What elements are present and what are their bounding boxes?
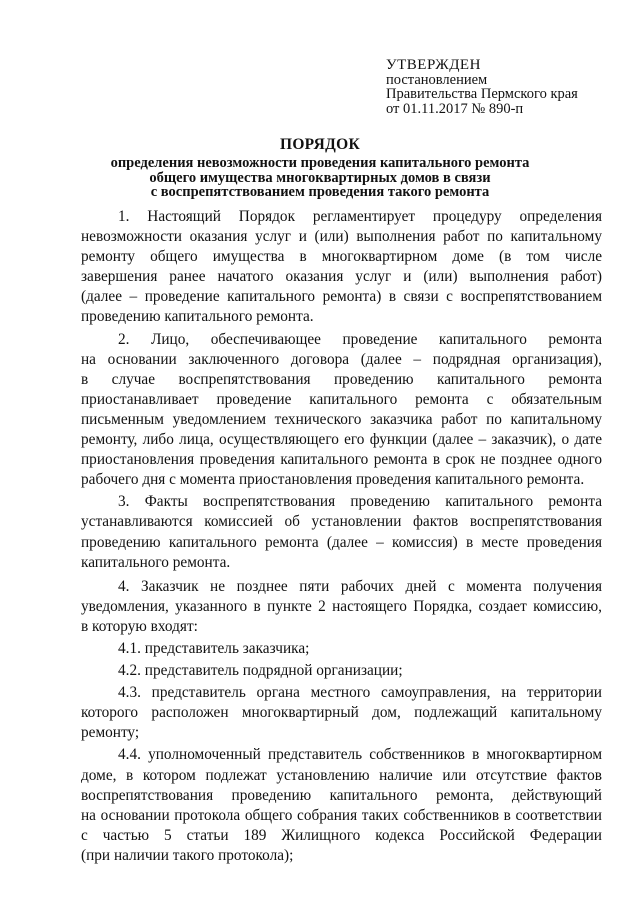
- paragraph-3: [81, 492, 602, 572]
- document-subtitle: [80, 156, 560, 200]
- text-line: завершения ранее начатого оказания услуг и (или) выполнения работ): [81, 268, 602, 286]
- paragraph-1: [81, 207, 602, 328]
- text-line: с частью 5 статьи 189 Жилищного кодекса Российской Федерации: [81, 826, 602, 844]
- text-line: 4.3. представитель органа местного самоуправления, на территории: [118, 684, 602, 702]
- subtitle-line: определения невозможности проведения капитального ремонта: [110, 155, 530, 171]
- text-line: ремонту, либо лица, осуществляющего его функции (далее – заказчик), о дате: [81, 431, 602, 449]
- paragraph-2: [81, 330, 602, 491]
- approval-line: постановлением: [386, 71, 488, 88]
- text-line: рабочего дня с момента приостановления проведения капитального ремонта.: [81, 471, 585, 489]
- text-line: 2. Лицо, обеспечивающее проведение капитального ремонта: [118, 330, 602, 348]
- text-line: приостанавливает проведение капитального ремонта с обязательным: [81, 390, 602, 408]
- text-line: 1. Настоящий Порядок регламентирует процедуру определения: [118, 208, 602, 225]
- text-line: в случае воспрепятствования проведению капитального ремонта: [81, 370, 602, 388]
- text-line: ремонту общего имущества в многоквартирном доме (в том числе: [81, 248, 602, 266]
- approval-date-number: от 01.11.2017 № 890-п: [386, 100, 524, 117]
- text-line: невозможности оказания услуг и (или) выполнения работ по капитальному: [81, 228, 602, 246]
- approval-heading: УТВЕРЖДЕН: [386, 57, 481, 73]
- document-body: [81, 207, 602, 866]
- text-line: уведомления, указанного в пункте 2 настоящего Порядка, создает комиссию,: [81, 597, 602, 615]
- paragraph-4-2: [81, 661, 602, 681]
- text-line: устанавливаются комиссией об установлении фактов воспрепятствования: [81, 513, 602, 531]
- text-line: в которую входят:: [81, 617, 198, 635]
- text-line: письменным уведомлением технического заказчика работ по капитальному: [81, 410, 602, 428]
- text-line: 4.2. представитель подрядной организации;: [118, 662, 403, 680]
- text-line: воспрепятствования проведению капитального ремонта, действующий: [81, 786, 602, 804]
- text-line: проведению капитального ремонта (далее – комиссия) в месте проведения: [81, 533, 602, 551]
- document-title: ПОРЯДОК: [279, 136, 361, 153]
- text-line: на основании протокола общего собрания таких собственников в соответствии: [81, 806, 602, 824]
- text-line: приостановления проведения капитального ремонта в срок не позднее одного: [81, 451, 602, 469]
- text-line: которого расположен многоквартирный дом, подлежащий капитальному: [81, 704, 602, 722]
- text-line: ремонту;: [81, 724, 140, 742]
- text-line: на основании заключенного договора (далее – подрядная организация),: [81, 350, 602, 368]
- text-line: (при наличии такого протокола);: [81, 846, 294, 864]
- approval-stamp: [386, 58, 578, 116]
- text-line: доме, в котором подлежат установлению наличие или отсутствие фактов: [81, 766, 602, 784]
- paragraph-4-3: [81, 683, 602, 743]
- text-line: 3. Факты воспрепятствования проведению капитального ремонта: [118, 493, 602, 511]
- text-line: 4. Заказчик не позднее пяти рабочих дней с момента получения: [118, 577, 602, 595]
- text-line: 4.4. уполномоченный представитель собственников в многоквартирном: [118, 746, 602, 764]
- paragraph-4-1: [81, 639, 602, 659]
- text-line: (далее – проведение капитального ремонта) в связи с воспрепятствованием: [81, 288, 602, 306]
- subtitle-line: с воспрепятствованием проведения такого ремонта: [150, 184, 490, 200]
- paragraph-4: [81, 577, 602, 637]
- text-line: капитального ремонта.: [81, 553, 231, 571]
- approval-line: Правительства Пермского края: [386, 86, 578, 102]
- subtitle-line: общего имущества многоквартирных домов в связи: [149, 169, 491, 186]
- text-line: 4.1. представитель заказчика;: [118, 639, 310, 657]
- text-line: проведению капитального ремонта.: [81, 308, 314, 326]
- paragraph-4-4: [81, 745, 602, 866]
